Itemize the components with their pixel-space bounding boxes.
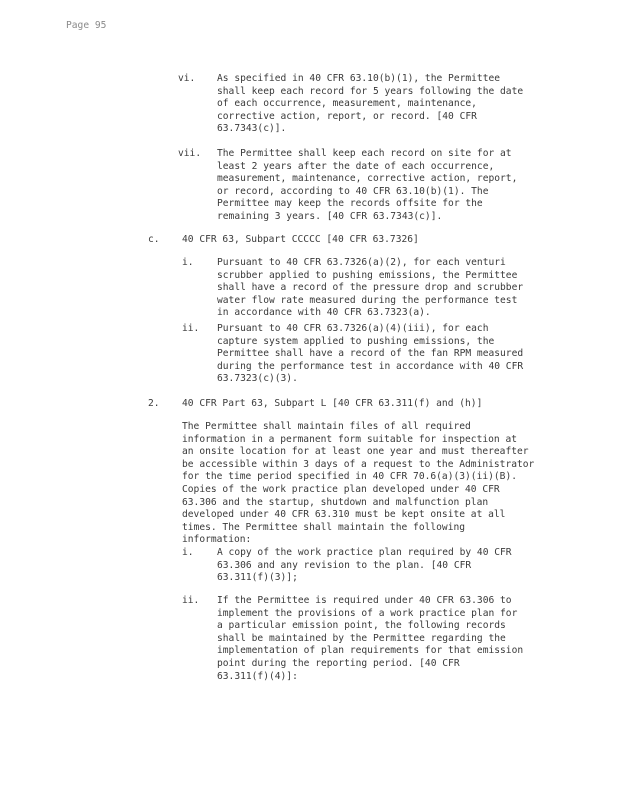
paragraph-file-maintenance — [182, 421, 534, 547]
text-line: 63.311(f)(4)]: — [217, 670, 298, 682]
text-line: The Permittee shall maintain files of all required — [182, 421, 471, 432]
text-line: of each occurrence, measurement, maintenance, — [217, 98, 477, 110]
text-line: information: — [182, 534, 252, 546]
text-line: capture system applied to pushing emissions, the — [217, 335, 495, 347]
text-line: Permittee shall have a record of the fan RPM measured — [217, 348, 524, 360]
text-line: Pursuant to 40 CFR 63.7326(a)(4)(iii), for each — [217, 323, 489, 334]
text-line: If the Permittee is required under 40 CFR 63.306 to — [217, 595, 512, 606]
text-line: 63.7323(c)(3). — [217, 373, 298, 385]
text-line: information in a permanent form suitable for inspection at — [182, 433, 518, 445]
text-line: The Permittee shall keep each record on site for at — [217, 148, 512, 159]
text-line: water flow rate measured during the performance test — [217, 294, 518, 306]
text-line: A copy of the work practice plan required by 40 CFR — [217, 547, 512, 558]
page-number-label: Page 95 — [66, 20, 107, 31]
text-line: corrective action, report, or record. [40 CFR — [217, 110, 477, 122]
text-line: 63.7343(c)]. — [217, 123, 287, 135]
paragraph-capture-system — [217, 323, 523, 386]
text-line: As specified in 40 CFR 63.10(b)(1), the Permittee — [217, 73, 501, 84]
section-heading-subpart-l — [182, 398, 482, 411]
text-line: Permittee may keep the records offsite for the — [217, 198, 483, 210]
text-line: shall have a record of the pressure drop and scrubber — [217, 282, 524, 294]
text-line: times. The Permittee shall maintain the following — [182, 521, 466, 533]
item-marker: i. — [182, 257, 194, 268]
text-line: Pursuant to 40 CFR 63.7326(a)(2), for each venturi — [217, 257, 506, 268]
text-line: a particular emission point, the following records — [217, 620, 506, 632]
text-line: shall be maintained by the Permittee regarding the — [217, 632, 506, 644]
section-heading-subpart-ccccc — [182, 234, 419, 247]
text-line: 63.306 and any revision to the plan. [40 CFR — [217, 559, 472, 571]
paragraph-onsite-2-years — [217, 148, 517, 224]
text-line: remaining 3 years. [40 CFR 63.7343(c)]. — [217, 210, 443, 222]
item-marker: i. — [182, 547, 194, 558]
text-line: 63.311(f)(3)]; — [217, 572, 298, 584]
section-marker: 2. — [148, 398, 160, 409]
item-marker: vi. — [178, 73, 196, 84]
text-line: an onsite location for at least one year and must thereafter — [182, 446, 529, 458]
text-line: point during the reporting period. [40 CFR — [217, 657, 460, 669]
text-line: least 2 years after the date of each occurrence, — [217, 160, 495, 172]
section-marker: c. — [148, 234, 160, 245]
text-line: 40 CFR 63, Subpart CCCCC [40 CFR 63.7326] — [182, 234, 419, 245]
item-marker: ii. — [182, 595, 200, 606]
paragraph-venturi-scrubber — [217, 257, 523, 320]
text-line: implementation of plan requirements for that emission — [217, 645, 524, 657]
text-line: Copies of the work practice plan developed under 40 CFR — [182, 483, 500, 495]
text-line: be accessible within 3 days of a request to the Administrator — [182, 458, 535, 470]
text-line: or record, according to 40 CFR 63.10(b)(1). The — [217, 185, 489, 197]
paragraph-implementation-records — [217, 595, 523, 683]
text-line: for the time period specified in 40 CFR 70.6(a)(3)(ii)(B). — [182, 471, 518, 483]
text-line: implement the provisions of a work practice plan for — [217, 607, 518, 619]
text-line: developed under 40 CFR 63.310 must be kept onsite at all — [182, 509, 506, 521]
item-marker: ii. — [182, 323, 200, 334]
text-line: during the performance test in accordance with 40 CFR — [217, 360, 524, 372]
text-line: measurement, maintenance, corrective action, report, — [217, 173, 518, 185]
paragraph-work-practice-plan-copy — [217, 547, 512, 585]
text-line: 63.306 and the startup, shutdown and malfunction plan — [182, 496, 489, 508]
paragraph-recordkeeping-5-years — [217, 73, 523, 136]
item-marker: vii. — [178, 148, 202, 159]
text-line: shall keep each record for 5 years following the date — [217, 85, 524, 97]
text-line: in accordance with 40 CFR 63.7323(a). — [217, 307, 431, 319]
text-line: scrubber applied to pushing emissions, the Permittee — [217, 269, 518, 281]
text-line: 40 CFR Part 63, Subpart L [40 CFR 63.311(f) and (h)] — [182, 398, 483, 409]
